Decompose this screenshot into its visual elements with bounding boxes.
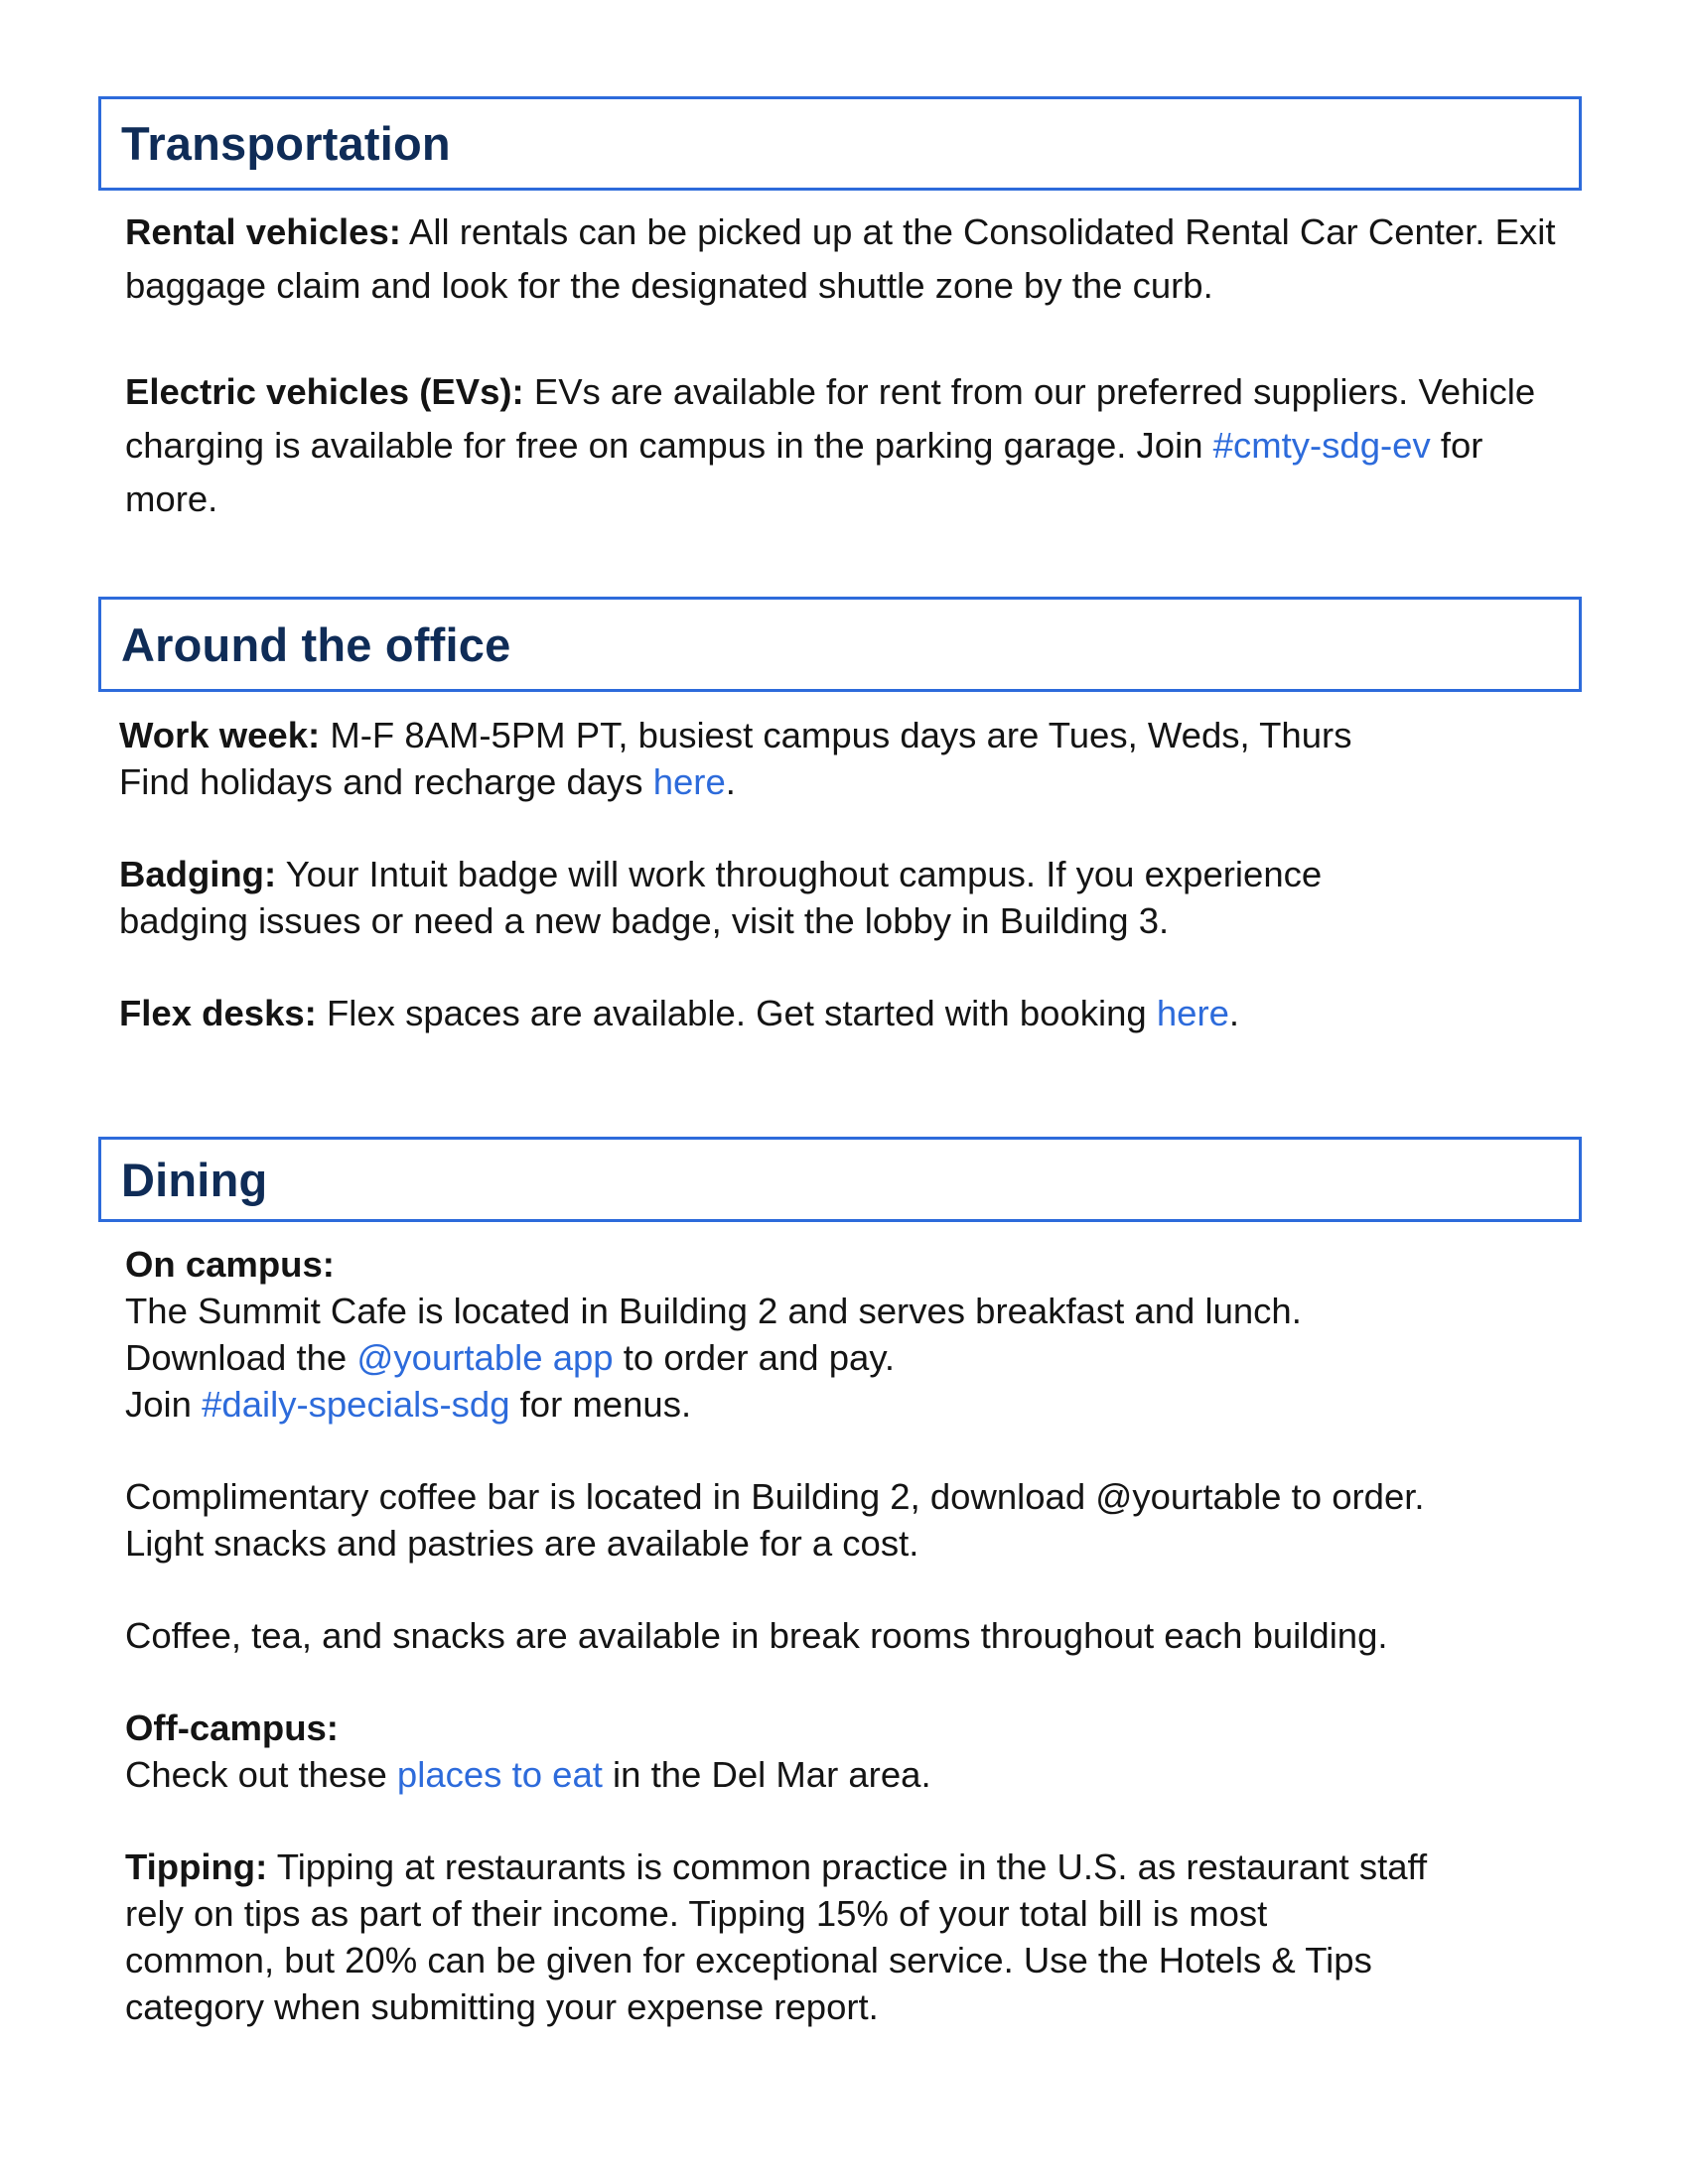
cmty-sdg-ev-link[interactable]: #cmty-sdg-ev xyxy=(1212,425,1431,466)
work-week-line2-suffix: . xyxy=(725,761,736,802)
holidays-here-link[interactable]: here xyxy=(652,761,726,802)
badging-label: Badging: xyxy=(119,854,277,894)
tipping-line3: common, but 20% can be given for exceptional service. Use the Hotels & Tips xyxy=(125,1940,1372,1980)
tipping-line4: category when submitting your expense report. xyxy=(125,1986,879,2027)
work-week-line2-prefix: Find holidays and recharge days xyxy=(119,761,653,802)
tipping-paragraph xyxy=(125,1843,1585,2030)
tipping-line1: Tipping at restaurants is common practice in the U.S. as restaurant staff xyxy=(267,1846,1428,1887)
tipping-label: Tipping: xyxy=(125,1846,268,1887)
work-week-paragraph xyxy=(119,712,1579,805)
flex-desks-suffix: . xyxy=(1228,993,1240,1033)
flex-desks-label: Flex desks: xyxy=(119,993,317,1033)
office-header xyxy=(98,597,1582,692)
on-campus-line2-suffix: to order and pay. xyxy=(613,1337,896,1378)
places-to-eat-link[interactable]: places to eat xyxy=(396,1754,603,1795)
break-rooms-paragraph xyxy=(125,1612,1585,1659)
off-campus-prefix: Check out these xyxy=(125,1754,397,1795)
ev-after: for more. xyxy=(125,425,1483,519)
flex-desks-text: Flex spaces are available. Get started with booking xyxy=(316,993,1157,1033)
rental-vehicles-paragraph xyxy=(125,205,1575,313)
transportation-title: Transportation xyxy=(121,117,451,170)
work-week-line1: M-F 8AM-5PM PT, busiest campus days are Tues, Weds, Thurs xyxy=(320,715,1352,755)
coffee-line2: Light snacks and pastries are available for a cost. xyxy=(125,1523,919,1564)
badging-line2: badging issues or need a new badge, visit the lobby in Building 3. xyxy=(119,900,1170,941)
flex-booking-here-link[interactable]: here xyxy=(1156,993,1229,1033)
ev-label: Electric vehicles (EVs): xyxy=(125,371,524,412)
yourtable-app-link[interactable]: @yourtable app xyxy=(356,1337,614,1378)
badging-paragraph xyxy=(119,851,1579,944)
on-campus-label: On campus: xyxy=(125,1244,335,1285)
ev-text: EVs are available for rent from our preferred suppliers. Vehicle charging is available for free on campus in the parking garage. Join xyxy=(125,371,1536,466)
badging-line1: Your Intuit badge will work throughout campus. If you experience xyxy=(276,854,1323,894)
flex-desks-paragraph xyxy=(119,990,1579,1036)
on-campus-line1: The Summit Cafe is located in Building 2 and serves breakfast and lunch. xyxy=(125,1291,1302,1331)
work-week-label: Work week: xyxy=(119,715,321,755)
on-campus-paragraph xyxy=(125,1241,1580,1428)
rental-vehicles-label: Rental vehicles: xyxy=(125,211,401,252)
on-campus-line3-prefix: Join xyxy=(125,1384,203,1425)
on-campus-line3-suffix: for menus. xyxy=(509,1384,692,1425)
rental-vehicles-text: All rentals can be picked up at the Consolidated Rental Car Center. Exit baggage claim and look for the designated shuttle zone by the curb. xyxy=(125,211,1556,306)
daily-specials-sdg-link[interactable]: #daily-specials-sdg xyxy=(202,1384,510,1425)
break-rooms-text: Coffee, tea, and snacks are available in break rooms throughout each building. xyxy=(125,1615,1388,1656)
coffee-line1: Complimentary coffee bar is located in Building 2, download @yourtable to order. xyxy=(125,1476,1425,1517)
transportation-header xyxy=(98,96,1582,191)
ev-paragraph xyxy=(125,365,1575,526)
off-campus-label: Off-campus: xyxy=(125,1707,339,1748)
coffee-paragraph xyxy=(125,1473,1585,1567)
off-campus-paragraph xyxy=(125,1705,1585,1798)
on-campus-line2-prefix: Download the xyxy=(125,1337,357,1378)
tipping-line2: rely on tips as part of their income. Tipping 15% of your total bill is most xyxy=(125,1893,1268,1934)
office-title: Around the office xyxy=(121,617,511,671)
off-campus-suffix: in the Del Mar area. xyxy=(602,1754,931,1795)
dining-header xyxy=(98,1137,1582,1222)
dining-title: Dining xyxy=(121,1153,268,1206)
